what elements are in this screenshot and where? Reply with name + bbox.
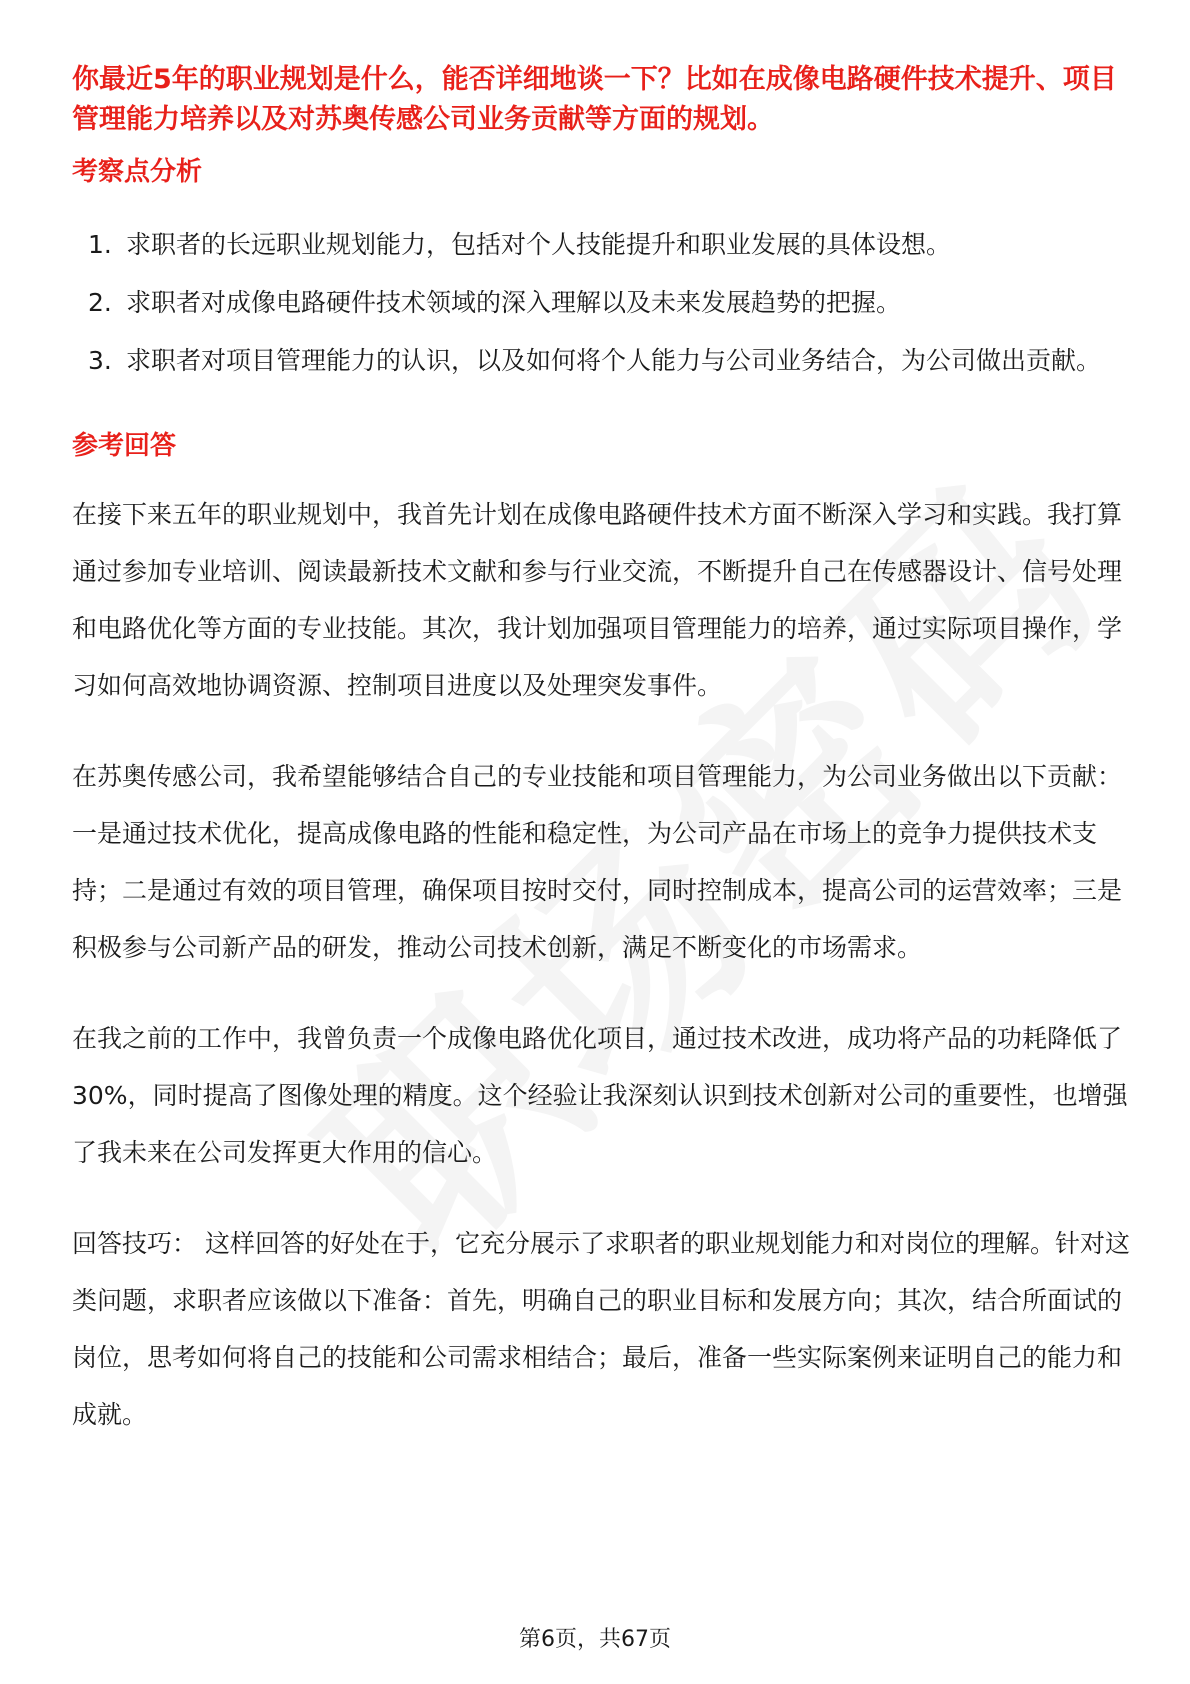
analysis-section-title: 考察点分析 [72,157,203,187]
list-item-number: 3. [88,346,112,375]
answer-tips-paragraph: 回答技巧： 这样回答的好处在于，它充分展示了求职者的职业规划能力和对岗位的理解。针对这类问题，求职者应该做以下准备：首先，明确自己的职业目标和发展方向；其次，结合所面试的岗位，思考如何将自己的技能和公司需求相结合；最后，准备一些实际案例来证明自己的能力和成就。 [72,1229,1130,1429]
list-item [72,216,1132,274]
list-item-text: 求职者对项目管理能力的认识，以及如何将个人能力与公司业务结合，为公司做出贡献。 [126,346,1102,375]
document-page [72,60,1132,1443]
page-number-footer: 第6页，共67页 [519,1627,671,1652]
list-item-text: 求职者对成像电路硬件技术领域的深入理解以及未来发展趋势的把握。 [126,288,902,317]
list-item [72,332,1132,390]
analysis-points-list [72,216,1132,390]
answer-paragraph: 在我之前的工作中，我曾负责一个成像电路优化项目，通过技术改进，成功将产品的功耗降低了30%，同时提高了图像处理的精度。这个经验让我深刻认识到技术创新对公司的重要性，也增强了我未来在公司发挥更大作用的信心。 [72,1024,1128,1167]
list-item-text: 求职者的长远职业规划能力，包括对个人技能提升和职业发展的具体设想。 [126,230,952,259]
answer-section-title: 参考回答 [72,431,177,461]
question-heading: 你最近5年的职业规划是什么，能否详细地谈一下？比如在成像电路硬件技术提升、项目管理能力培养以及对苏奥传感公司业务贡献等方面的规划。 [72,64,1117,135]
answer-paragraph: 在苏奥传感公司，我希望能够结合自己的专业技能和项目管理能力，为公司业务做出以下贡献：一是通过技术优化，提高成像电路的性能和稳定性，为公司产品在市场上的竞争力提供技术支持；二是通过有效的项目管理，确保项目按时交付，同时控制成本，提高公司的运营效率；三是积极参与公司新产品的研发，推动公司技术创新，满足不断变化的市场需求。 [72,762,1123,962]
list-item [72,274,1132,332]
list-item-number: 2. [88,288,112,317]
answer-paragraph: 在接下来五年的职业规划中，我首先计划在成像电路硬件技术方面不断深入学习和实践。我打算通过参加专业培训、阅读最新技术文献和参与行业交流，不断提升自己在传感器设计、信号处理和电路优化等方面的专业技能。其次，我计划加强项目管理能力的培养，通过实际项目操作，学习如何高效地协调资源、控制项目进度以及处理突发事件。 [72,500,1123,700]
list-item-number: 1. [88,230,112,259]
